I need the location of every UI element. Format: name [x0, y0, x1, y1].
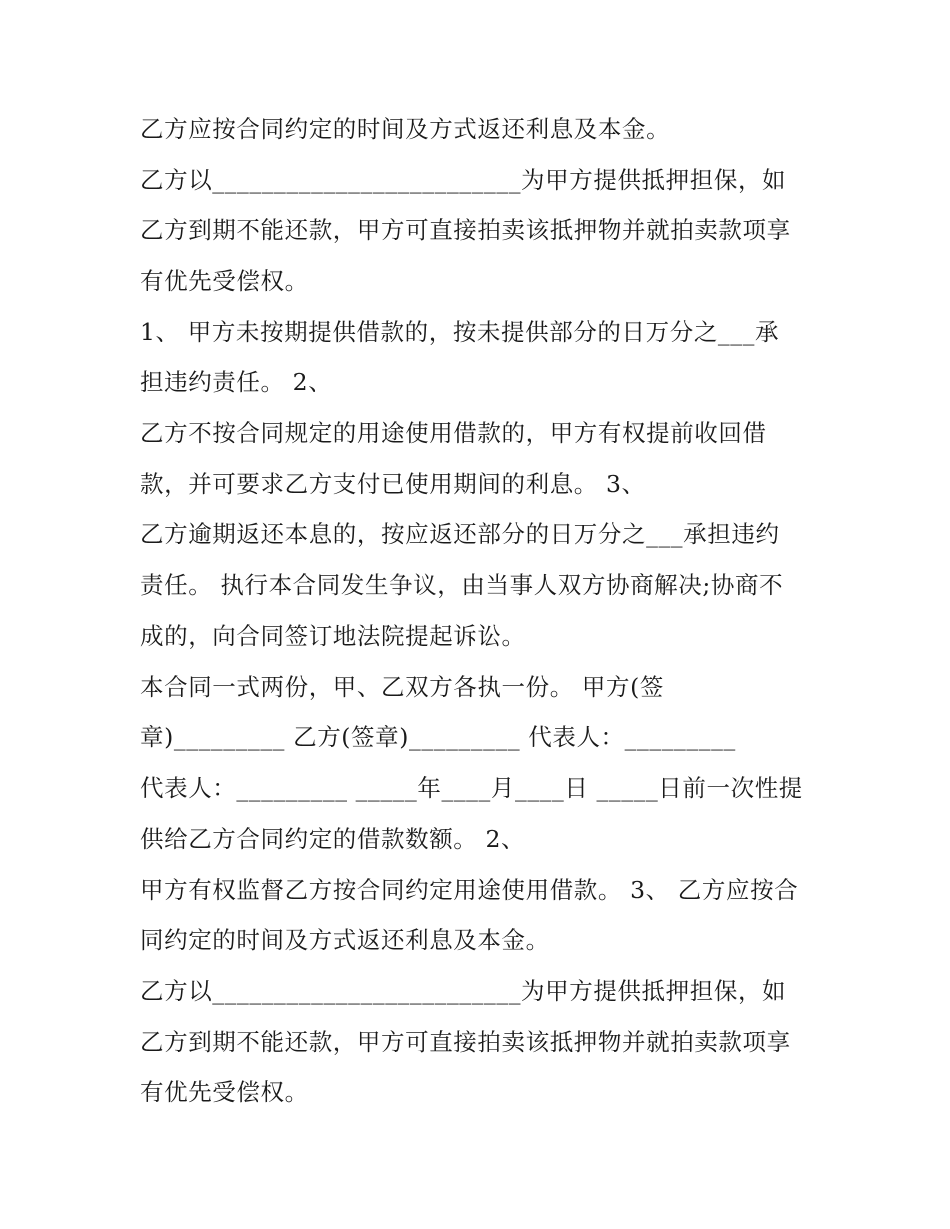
text-line: 甲方有权监督乙方按合同约定用途使用借款。 3、 乙方应按合 — [140, 876, 799, 904]
text-line: 供给乙方合同约定的借款数额。 2、 — [140, 825, 526, 853]
text-line: 乙方以_________________________为甲方提供抵押担保，如 — [140, 166, 787, 194]
text-line: 成的，向合同签订地法院提起诉讼。 — [140, 622, 526, 650]
text-line: 乙方到期不能还款，甲方可直接拍卖该抵押物并就拍卖款项享 — [140, 216, 791, 244]
text-line: 1、 甲方未按期提供借款的，按未提供部分的日万分之___承 — [140, 318, 780, 346]
text-line: 乙方应按合同约定的时间及方式返还利息及本金。 — [140, 115, 671, 143]
text-line: 同约定的时间及方式返还利息及本金。 — [140, 926, 550, 954]
text-line: 乙方不按合同规定的用途使用借款的，甲方有权提前收回借 — [140, 419, 767, 447]
text-line: 款，并可要求乙方支付已使用期间的利息。 3、 — [140, 470, 646, 498]
text-line: 责任。 执行本合同发生争议，由当事人双方协商解决;协商不 — [140, 571, 784, 599]
text-line: 章)_________ 乙方(签章)_________ 代表人：_________ — [140, 723, 736, 751]
text-line: 担违约责任。 2、 — [140, 368, 333, 396]
text-line: 乙方逾期返还本息的，按应返还部分的日万分之___承担违约 — [140, 520, 780, 548]
text-line: 本合同一式两份，甲、乙双方各执一份。 甲方(签 — [140, 673, 664, 701]
text-line: 代表人：_________ _____年____月____日 _____日前一次性提 — [140, 774, 803, 802]
text-line: 乙方到期不能还款，甲方可直接拍卖该抵押物并就拍卖款项享 — [140, 1028, 791, 1056]
text-line: 有优先受偿权。 — [140, 1078, 309, 1106]
text-line: 有优先受偿权。 — [140, 267, 309, 295]
text-line: 乙方以_________________________为甲方提供抵押担保，如 — [140, 977, 787, 1005]
